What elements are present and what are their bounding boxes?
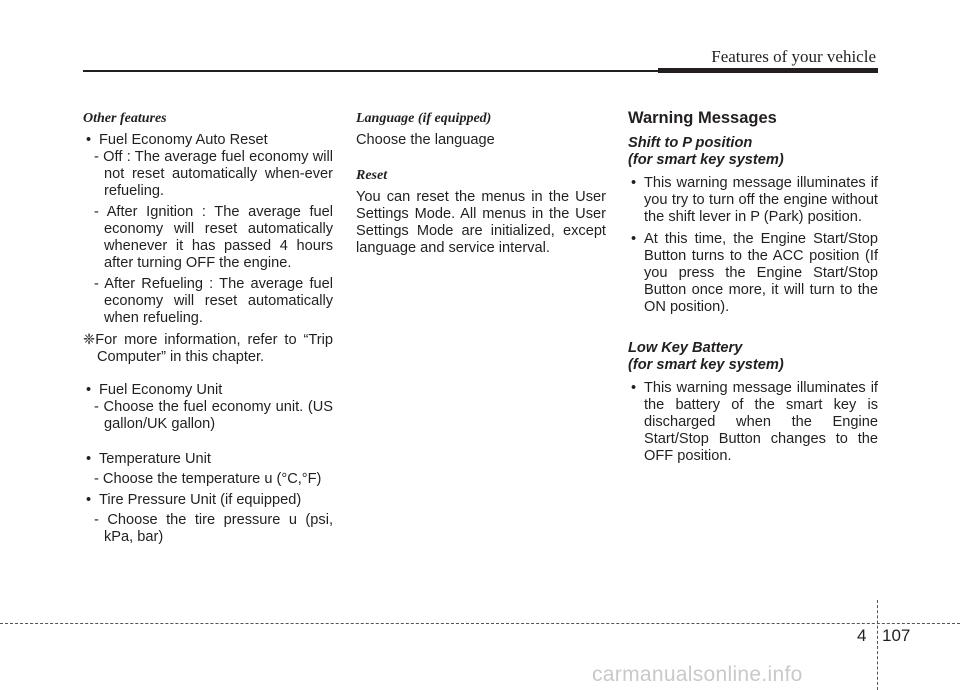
other-features-heading: Other features — [83, 111, 167, 126]
page-number: 107 — [882, 626, 911, 645]
shift-to-p-heading: Shift to P position — [628, 135, 753, 151]
shift-to-p-bullet-2: • At this time, the Engine Start/Stop Button turns to the ACC position (If you press the Engine Start/Stop Button once more, it will turn to the ON position). — [628, 231, 878, 316]
bullet-tire-pressure-unit: • Tire Pressure Unit (if equipped) — [83, 492, 333, 509]
bullet-temperature-unit: • Temperature Unit — [83, 451, 333, 468]
footer-rule — [0, 623, 960, 624]
header-accent-bar — [658, 68, 878, 73]
header-title: Features of your vehicle — [711, 47, 876, 66]
column-1 — [83, 110, 333, 546]
column-2 — [356, 110, 606, 257]
low-key-battery-bullet: • This warning message illuminates if the battery of the smart key is discharged when the Engine Start/Stop Button changes to the OFF position. — [628, 380, 878, 465]
language-heading: Language (if equipped) — [356, 111, 492, 126]
bullet-fuel-economy-unit: • Fuel Economy Unit — [83, 382, 333, 399]
warning-messages-title: Warning Messages — [628, 109, 777, 127]
footer-divider — [877, 600, 878, 690]
option-fuel-economy-unit: - Choose the fuel economy unit. (US gallon/UK gallon) — [94, 399, 333, 432]
option-temperature-unit: - Choose the temperature u (°C,°F) — [94, 471, 322, 487]
column-3 — [628, 110, 878, 465]
low-key-battery-heading: Low Key Battery — [628, 340, 743, 356]
language-text: Choose the language — [356, 132, 495, 148]
shift-to-p-bullet-1: • This warning message illuminates if you try to turn off the engine without the shift lever in P (Park) position. — [628, 175, 878, 226]
reset-heading: Reset — [356, 168, 388, 183]
option-off: - Off : The average fuel economy will not reset automatically when-ever refueling. — [94, 149, 333, 199]
bullet-fuel-economy-auto-reset: • Fuel Economy Auto Reset — [83, 132, 333, 149]
option-tire-pressure-unit: - Choose the tire pressure u (psi, kPa, bar) — [94, 512, 333, 545]
chapter-number: 4 — [857, 626, 867, 645]
watermark: carmanualsonline.info — [592, 663, 803, 686]
option-after-refueling: - After Refueling : The average fuel economy will reset automatically when refueling. — [94, 276, 333, 326]
reset-text: You can reset the menus in the User Settings Mode. All menus in the User Settings Mode are initialized, except language and service interval. — [356, 189, 606, 256]
low-key-battery-subheading: (for smart key system) — [628, 357, 784, 373]
note-trip-computer: ❈For more information, refer to “Trip Computer” in this chapter. — [83, 332, 333, 365]
option-after-ignition: - After Ignition : The average fuel economy will reset automatically whenever it has passed 4 hours after turning OFF the engine. — [94, 204, 333, 271]
shift-to-p-subheading: (for smart key system) — [628, 152, 784, 168]
